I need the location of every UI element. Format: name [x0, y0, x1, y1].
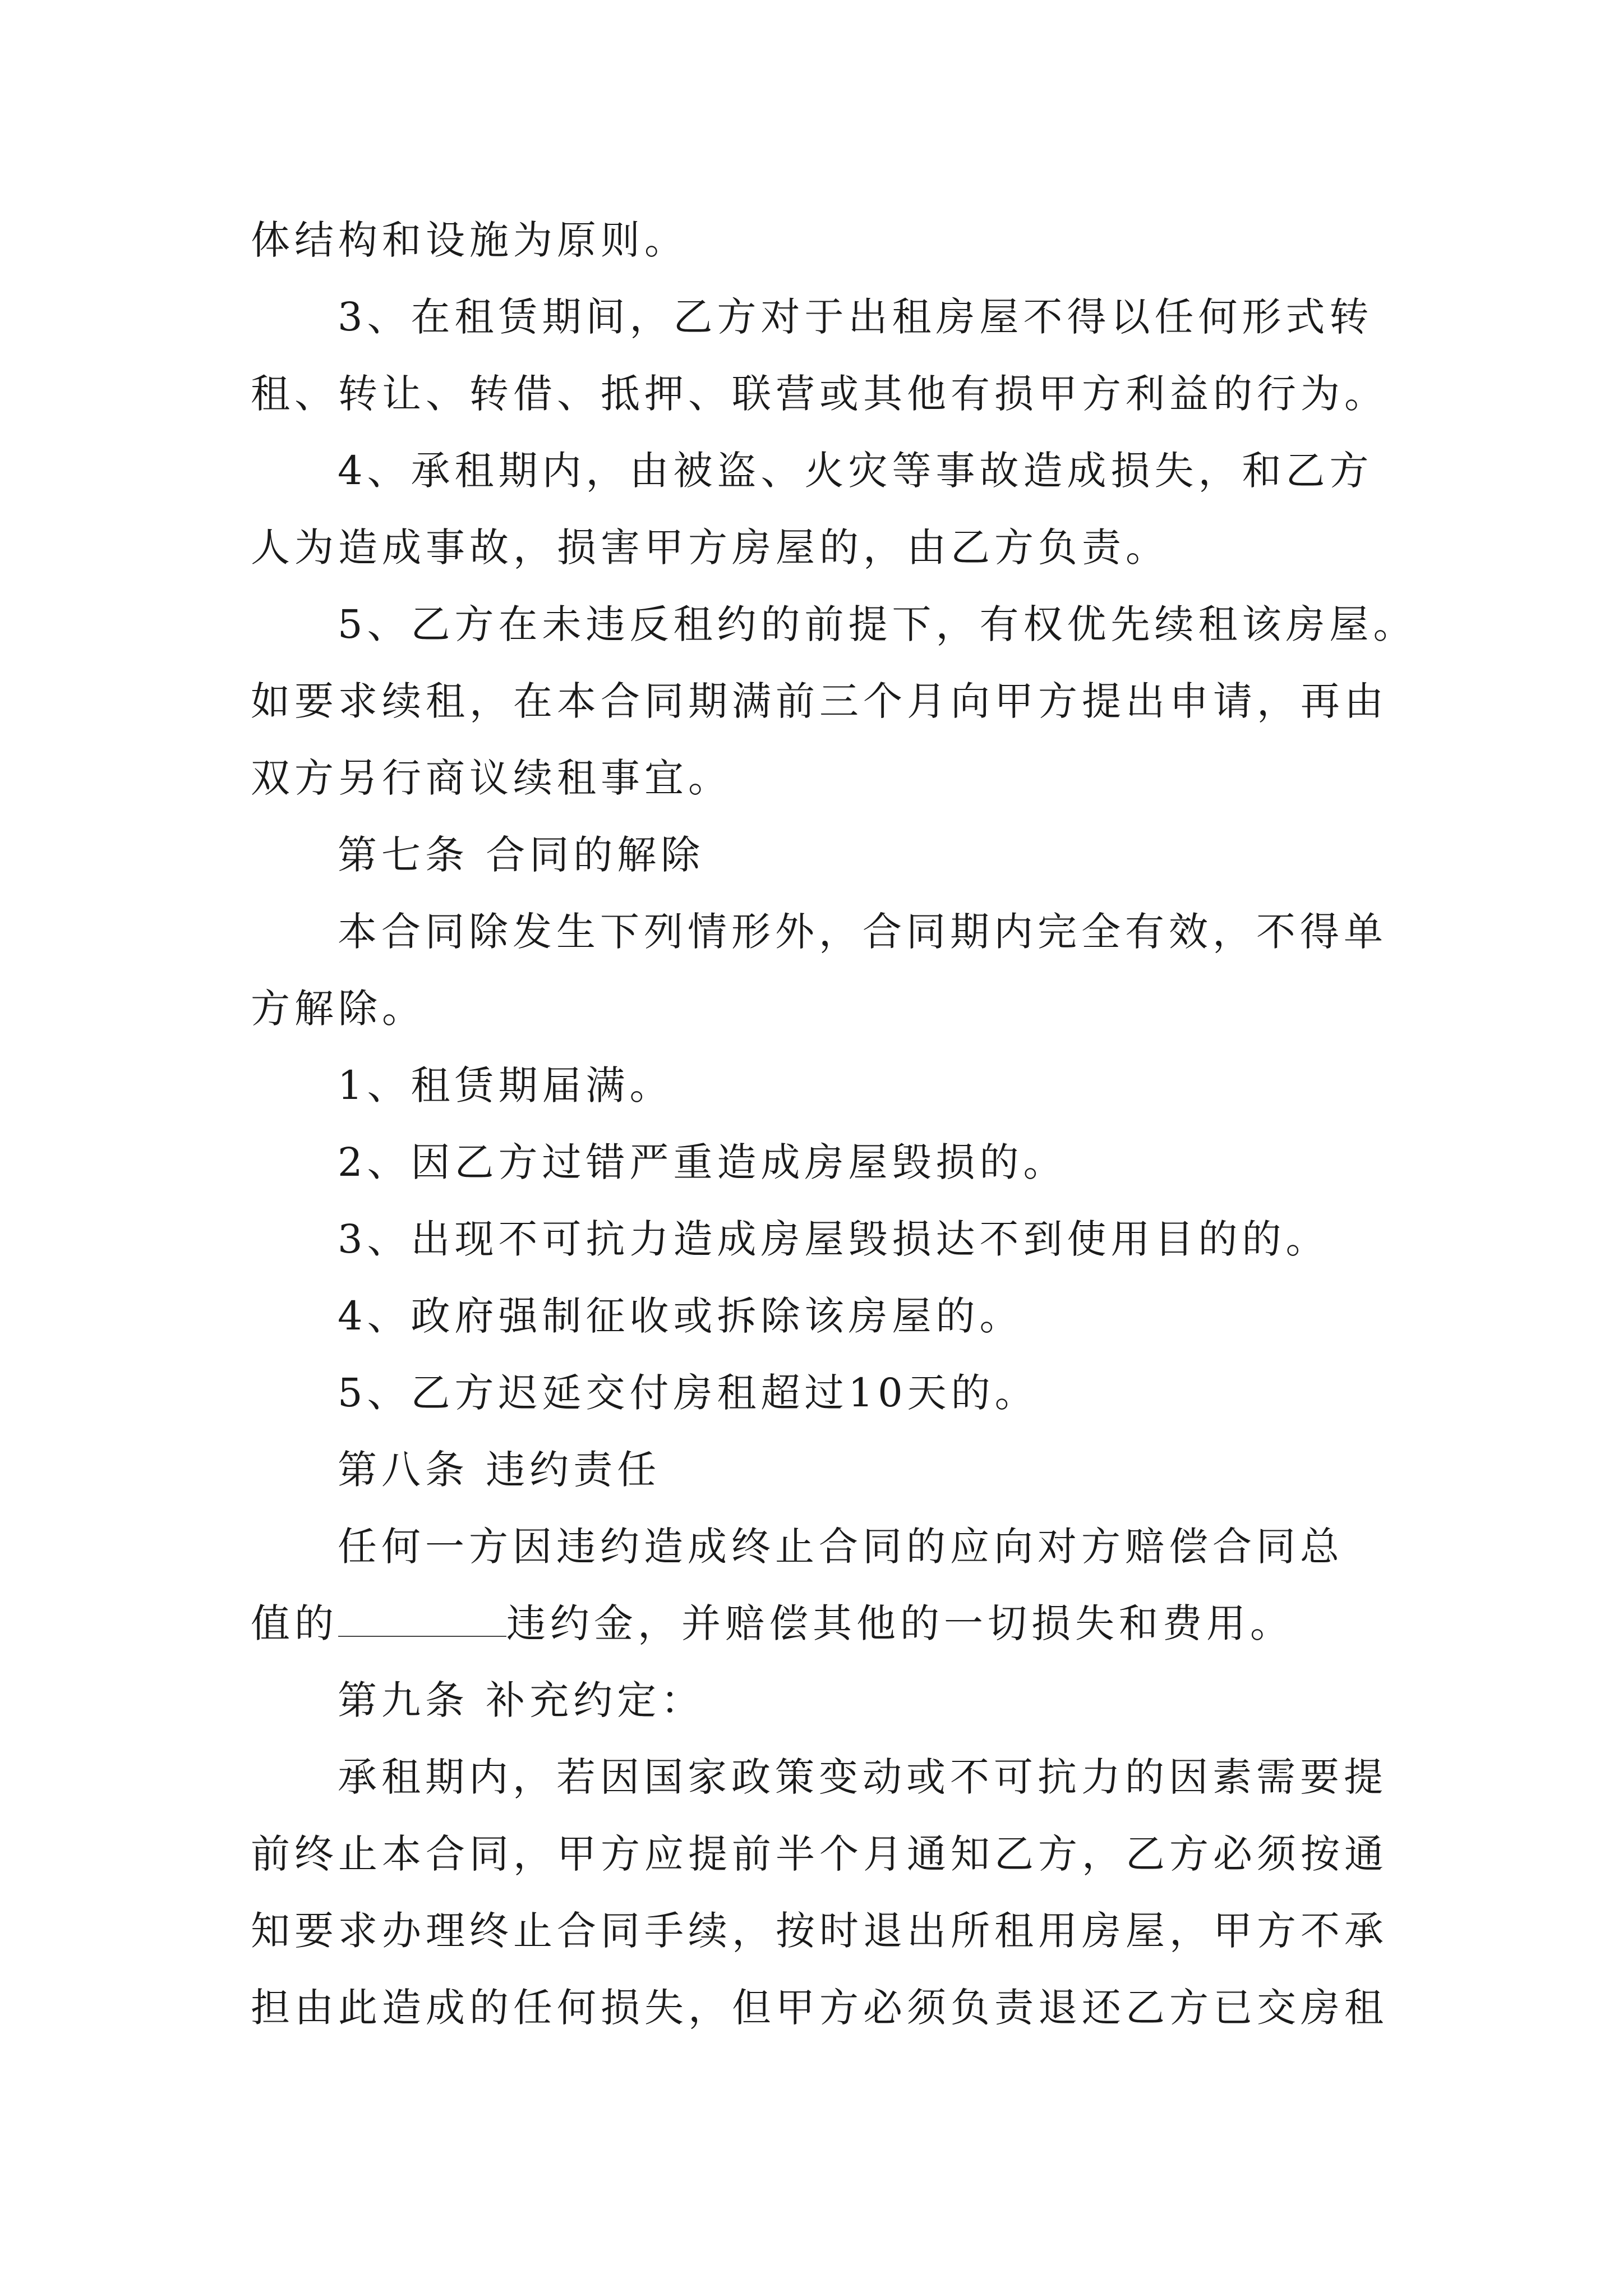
clause-item: 5、乙方迟延交付房租超过10天的。	[338, 1370, 1039, 1416]
clause-item: 3、出现不可抗力造成房屋毁损达不到使用目的的。	[338, 1216, 1330, 1262]
section-heading: 第九条 补充约定：	[338, 1677, 705, 1723]
paragraph-start: 本合同除发生下列情形外，合同期内完全有效，不得单	[338, 909, 1387, 955]
clause-item: 3、在租赁期间，乙方对于出租房屋不得以任何形式转	[338, 294, 1373, 340]
text-line: 前终止本合同，甲方应提前半个月通知乙方，乙方必须按通	[251, 1831, 1388, 1877]
section-heading: 第八条 违约责任	[338, 1447, 661, 1493]
text-fragment: 违约金，并赔偿其他的一切损失和费用。	[506, 1600, 1294, 1646]
clause-item: 4、承租期内，由被盗、火灾等事故造成损失，和乙方	[338, 448, 1373, 494]
text-line: 如要求续租，在本合同期满前三个月向甲方提出申请，再由	[251, 678, 1388, 724]
fill-in-blank	[338, 1601, 506, 1637]
text-line: 体结构和设施为原则。	[251, 217, 688, 263]
clause-item: 2、因乙方过错严重造成房屋毁损的。	[338, 1139, 1067, 1185]
text-line: 人为造成事故，损害甲方房屋的，由乙方负责。	[251, 524, 1169, 570]
text-line: 方解除。	[251, 986, 426, 1032]
text-fragment: 值的	[251, 1600, 338, 1646]
text-line: 知要求办理终止合同手续，按时退出所租用房屋，甲方不承	[251, 1908, 1388, 1954]
section-heading: 第七条 合同的解除	[338, 832, 705, 878]
paragraph-start: 任何一方因违约造成终止合同的应向对方赔偿合同总	[338, 1524, 1344, 1570]
document-body	[251, 202, 1417, 2046]
text-line: 双方另行商议续租事宜。	[251, 755, 732, 801]
text-line: 租、转让、转借、抵押、联营或其他有损甲方利益的行为。	[251, 371, 1388, 417]
clause-item: 5、乙方在未违反租约的前提下，有权优先续租该房屋。	[338, 601, 1417, 647]
text-line-with-blank	[251, 1585, 1389, 1662]
clause-item: 4、政府强制征收或拆除该房屋的。	[338, 1293, 1023, 1339]
paragraph-start: 承租期内，若因国家政策变动或不可抗力的因素需要提	[338, 1754, 1387, 1800]
text-line: 担由此造成的任何损失，但甲方必须负责退还乙方已交房租	[251, 1985, 1388, 2031]
clause-item: 1、租赁期届满。	[338, 1062, 674, 1108]
